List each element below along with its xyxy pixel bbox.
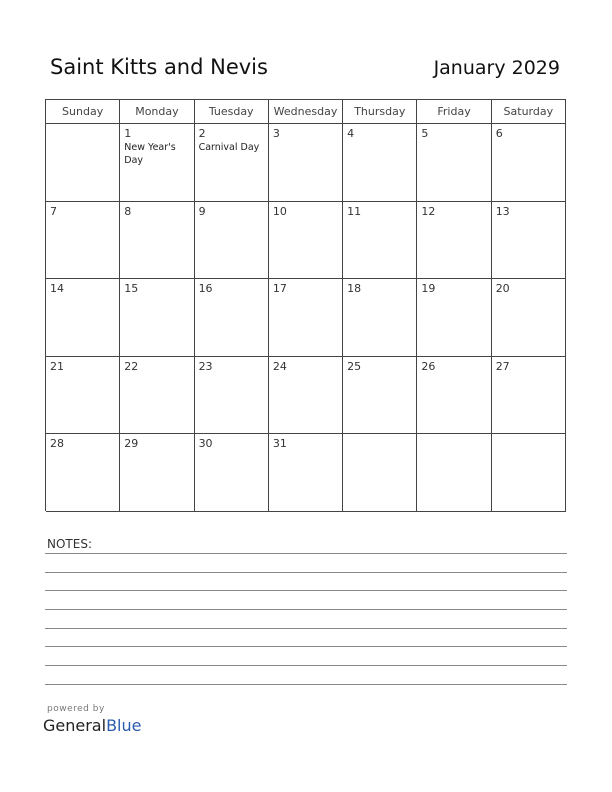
day-cell bbox=[417, 124, 491, 202]
day-number: 16 bbox=[198, 282, 213, 296]
calendar-weeks bbox=[46, 124, 566, 512]
day-number: 20 bbox=[495, 282, 510, 296]
day-cell bbox=[269, 279, 343, 357]
weekday-sunday: Sunday bbox=[46, 100, 120, 124]
day-cell bbox=[120, 124, 194, 202]
day-cell bbox=[195, 279, 269, 357]
day-cell bbox=[195, 357, 269, 435]
day-cell bbox=[492, 279, 566, 357]
day-cell bbox=[492, 202, 566, 280]
holiday-label: Carnival Day bbox=[198, 142, 260, 153]
day-number: 3 bbox=[272, 127, 280, 140]
day-number: 21 bbox=[50, 359, 64, 373]
brand-general: General bbox=[43, 716, 107, 735]
day-number: 6 bbox=[495, 127, 503, 140]
day-cell bbox=[46, 434, 120, 512]
day-cell bbox=[46, 124, 120, 202]
day-number: 8 bbox=[124, 204, 132, 218]
day-cell bbox=[492, 124, 566, 202]
day-number: 15 bbox=[124, 282, 139, 296]
calendar-grid bbox=[45, 99, 566, 511]
day-number: 24 bbox=[272, 359, 287, 373]
week-row bbox=[46, 434, 566, 512]
note-line bbox=[45, 553, 567, 554]
day-cell bbox=[343, 434, 417, 512]
day-number: 29 bbox=[124, 437, 139, 451]
day-number: 30 bbox=[198, 437, 213, 451]
day-cell bbox=[492, 434, 566, 512]
brand-blue: Blue bbox=[106, 716, 142, 735]
notes-label: NOTES: bbox=[47, 537, 92, 551]
day-cell bbox=[120, 202, 194, 280]
note-line bbox=[45, 665, 567, 666]
calendar-month: January 2029 bbox=[433, 57, 560, 79]
note-line bbox=[45, 609, 567, 610]
day-cell bbox=[120, 279, 194, 357]
weekday-friday: Friday bbox=[417, 100, 491, 124]
day-number: 28 bbox=[50, 437, 64, 451]
day-number: 25 bbox=[347, 359, 362, 373]
weekday-header-row bbox=[46, 100, 566, 124]
day-cell bbox=[120, 434, 194, 512]
day-number: 11 bbox=[347, 204, 362, 218]
day-cell bbox=[343, 202, 417, 280]
day-cell bbox=[343, 279, 417, 357]
day-cell bbox=[195, 434, 269, 512]
weekday-tuesday: Tuesday bbox=[195, 100, 269, 124]
day-cell bbox=[46, 202, 120, 280]
day-number: 14 bbox=[50, 282, 64, 296]
day-number: 26 bbox=[421, 359, 436, 373]
note-line bbox=[45, 572, 567, 573]
day-cell bbox=[343, 124, 417, 202]
day-number: 18 bbox=[347, 282, 362, 296]
note-line bbox=[45, 628, 567, 629]
day-number: 27 bbox=[495, 359, 510, 373]
day-number: 23 bbox=[198, 359, 213, 373]
day-cell bbox=[343, 357, 417, 435]
powered-by-text: powered by bbox=[47, 704, 105, 714]
note-line bbox=[45, 684, 567, 685]
day-cell bbox=[269, 202, 343, 280]
day-number: 7 bbox=[50, 204, 57, 218]
day-cell bbox=[195, 124, 269, 202]
day-number: 1 bbox=[124, 127, 132, 140]
holiday-label: New Year's Day bbox=[124, 142, 176, 166]
brand-logo bbox=[43, 716, 141, 735]
day-number: 12 bbox=[421, 204, 436, 218]
day-number: 9 bbox=[198, 204, 206, 218]
day-cell bbox=[417, 357, 491, 435]
day-cell bbox=[492, 357, 566, 435]
weekday-monday: Monday bbox=[120, 100, 194, 124]
day-cell bbox=[120, 357, 194, 435]
week-row bbox=[46, 279, 566, 357]
day-cell bbox=[417, 434, 491, 512]
note-line bbox=[45, 590, 567, 591]
day-cell bbox=[195, 202, 269, 280]
note-line bbox=[45, 646, 567, 647]
day-number: 22 bbox=[124, 359, 139, 373]
week-row bbox=[46, 357, 566, 435]
day-number: 19 bbox=[421, 282, 436, 296]
calendar-title: Saint Kitts and Nevis bbox=[50, 55, 268, 79]
weekday-thursday: Thursday bbox=[343, 100, 417, 124]
day-cell bbox=[417, 202, 491, 280]
day-cell bbox=[269, 124, 343, 202]
day-number: 17 bbox=[272, 282, 287, 296]
weekday-wednesday: Wednesday bbox=[269, 100, 343, 124]
weekday-saturday: Saturday bbox=[492, 100, 566, 124]
day-cell bbox=[417, 279, 491, 357]
day-number: 5 bbox=[421, 127, 429, 140]
day-cell bbox=[46, 357, 120, 435]
day-cell bbox=[269, 357, 343, 435]
day-number: 13 bbox=[495, 204, 510, 218]
day-cell bbox=[269, 434, 343, 512]
week-row bbox=[46, 124, 566, 202]
week-row bbox=[46, 202, 566, 280]
day-number: 10 bbox=[272, 204, 287, 218]
day-number: 31 bbox=[272, 437, 287, 451]
day-cell bbox=[46, 279, 120, 357]
day-number: 2 bbox=[198, 127, 206, 140]
day-number: 4 bbox=[347, 127, 355, 140]
